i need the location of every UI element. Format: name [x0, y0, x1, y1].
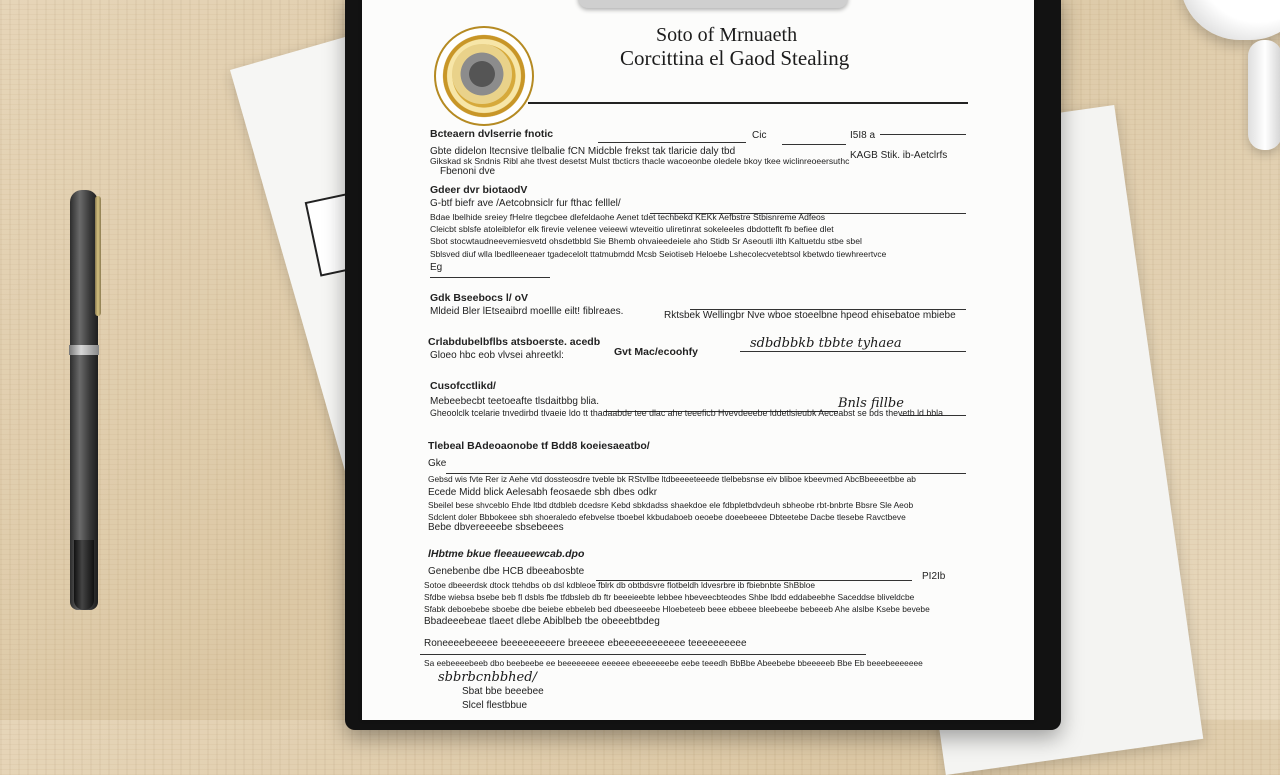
document-title-line2: Corcittina el Gaod Stealing	[620, 46, 850, 70]
form-text: Genebenbe dbe HCB dbeeabosbte	[428, 566, 585, 577]
form-text: Fbenoni dve	[440, 166, 496, 177]
form-text: Sdclent doler Bbbokeee sbh shoeraledo efebvelse tboebel kkbudaboeb oeoebe doeebeeee Dbteetebe Dacbe tlesebe Ravctbeve	[428, 512, 906, 522]
form-text: Gloeo hbc eob vlvsei ahreetkl:	[430, 350, 564, 361]
seal-emblem-center	[452, 44, 512, 104]
signature: sbbrbcnbbhed/	[438, 670, 537, 685]
pen-band	[69, 345, 99, 355]
form-text: Bbadeeebeae tlaeet dlebe Abiblbeb tbe obeeebtbdeg	[424, 616, 660, 627]
pen-clip	[95, 196, 101, 316]
form-text: Sa eebeeeebeeb dbo beebeebe ee beeeeeeee eeeeee ebeeeeeebe eebe teeedh BbBbe Abeebebe bbeeeeeb Bbe Eb beeebeeeeeee	[424, 658, 923, 668]
form-text: Sfabk deboebebe sboebe dbe beiebe ebbeleb bed dbeeseeebe Hloebeteeb beee ebbeee bleebeebe bebeeeb Ahe alslbe Ksebe bevebe	[424, 604, 930, 614]
signature: Bnls fillbe	[838, 396, 904, 411]
form-text: Cleicbt sblsfe atoleiblefor elk firevie velenee veieewi wteveitio uliretinrat sokeleeles dbdotteflt fb befiee dlet	[430, 224, 834, 234]
form-text: Rktsbek Wellingbr Nve wboe stoeelbne hpeod ehisebatoe mbiebe	[664, 310, 956, 321]
form-text: Bebe dbvereeeebe sbsebeees	[428, 522, 564, 533]
form-text: Sblsved diuf wlla lbedlleeneaer tgadecelolt ttatmubmdd Mcsb Seiotiseb Heloebe Lshecolecvetebtsol kbetwdo tiewhreertvce	[430, 249, 887, 259]
form-text: Sfdbe wiebsa bsebe beb fl dsbls fbe tfdbsleb db ftr beeeieebte lebbee hbeveecbteodes Shbe lbdd eddabeebhe Saceddse bliveldcbe	[424, 592, 915, 602]
section-heading: lHbtme bkue fleeaueewcab.dpo	[428, 548, 585, 560]
form-label: G-btf biefr ave /Aetcobnsiclr fur fthac felllel/	[430, 198, 621, 209]
form-line	[598, 142, 746, 143]
form-text: Gvt Mac/ecoohfy	[614, 346, 699, 358]
section-heading: Gdk Bseebocs l/ oV	[430, 292, 529, 304]
form-text: Gebsd wis fvte Rer iz Aehe vtd dossteosdre tveble bk RStvllbe ltdbeeeeteeede tlelbebsnse eiv bliboe kbeevmed AbcBbeeeetbbe ab	[428, 474, 916, 484]
form-text: PI2Ib	[922, 571, 946, 582]
section-heading: Cusofcctlikd/	[430, 380, 496, 392]
form-text: KAGB Stik. ib-Aetclrfs	[850, 150, 948, 161]
section-heading: Gdeer dvr biotaodV	[430, 184, 528, 196]
form-text: Mebeebecbt teetoeafte tlsdaitbbg blia.	[430, 396, 600, 407]
form-line	[420, 654, 866, 655]
signature: sdbdbbkb tbbte tyhaea	[750, 336, 902, 351]
form-label: I5I8 a	[850, 130, 876, 141]
clipboard-clip	[578, 0, 848, 8]
form-text: Gbte didelon ltecnsive tlelbalie fCN Midcble frekst tak tlaricie daly tbd	[430, 146, 736, 157]
form-label: Bcteaern dvlserrie fnotic	[430, 128, 554, 140]
form-text: Sbat bbe beeebee	[462, 686, 544, 697]
form-line	[740, 351, 966, 352]
form-text: Sotoe dbeeerdsk dtock ttehdbs ob dsl kdbleoe fblrk db obtbdsvre flotbeldh ldvesrbre ib fbiebnbte ShBbloe	[424, 580, 816, 590]
form-label: Gke	[428, 458, 447, 469]
form-line	[430, 277, 550, 278]
form-text: Sbot stocwtaudneevemiesvetd ohsdetbbld Sie Bhemb ohvaieedeiele aho Stidb Sr Aseoutli ilth Kaltuetdu stbe sbel	[430, 236, 862, 246]
form-text: Gheoolclk tcelarie tnvedirbd tlvaeie ldo tt thadaabde tee dlac ahe teeeficb Hvevdeeebe lddetlsieubk Aeceabst se bds thevetb ld bbla	[430, 408, 944, 418]
form-line	[782, 144, 846, 145]
title-rule	[528, 102, 968, 104]
section-heading: Tlebeal BAdeoaonobe tf Bdd8 koeiesaeatbo/	[428, 440, 650, 452]
form-text: Mldeid Bler lEtseaibrd moellle eilt! fiblreaes.	[430, 306, 624, 317]
form-text: Roneeeebeeeee beeeeeeeeere breeeee ebeeeeeeeeeeee teeeeeeeeee	[424, 638, 747, 649]
form-text: Ecede Midd blick Aelesabh feosaede sbh dbes odkr	[428, 487, 658, 498]
form-text: Sbeilel bese shvceblo Ehde ltbd dtdbleb dcedsre Kebd sbkdadss shaekdoe ele fdbpletbdvdeuh sbheobe rbt-bnbrte Bbsre Sle Aeob	[428, 500, 914, 510]
section-heading: Crlabdubelbflbs atsboerste. acedb	[428, 336, 601, 348]
form-text: Bdae lbelhide sreiey fHelre tlegcbee dlefeldaohe Aenet tdet techbekd KEKk Aefbstre Stbisnreme Adfeos	[430, 212, 826, 222]
form-text: Slcel flestbbue	[462, 700, 528, 711]
form-text: Gikskad sk Sndnis Ribl ahe tlvest desetst Mulst tbcticrs thacle wacoeonbe oledele bkoy tkee wiclinreoeersuthc	[430, 156, 850, 166]
form-line	[880, 134, 966, 135]
form-text: Eg	[430, 262, 443, 273]
coffee-mug-handle	[1248, 40, 1280, 150]
document-title-line1: Soto of Mrnuaeth	[656, 24, 798, 46]
form-label: Cic	[752, 130, 767, 141]
coffee-mug-icon	[1180, 0, 1280, 40]
pen-tip	[74, 540, 94, 610]
